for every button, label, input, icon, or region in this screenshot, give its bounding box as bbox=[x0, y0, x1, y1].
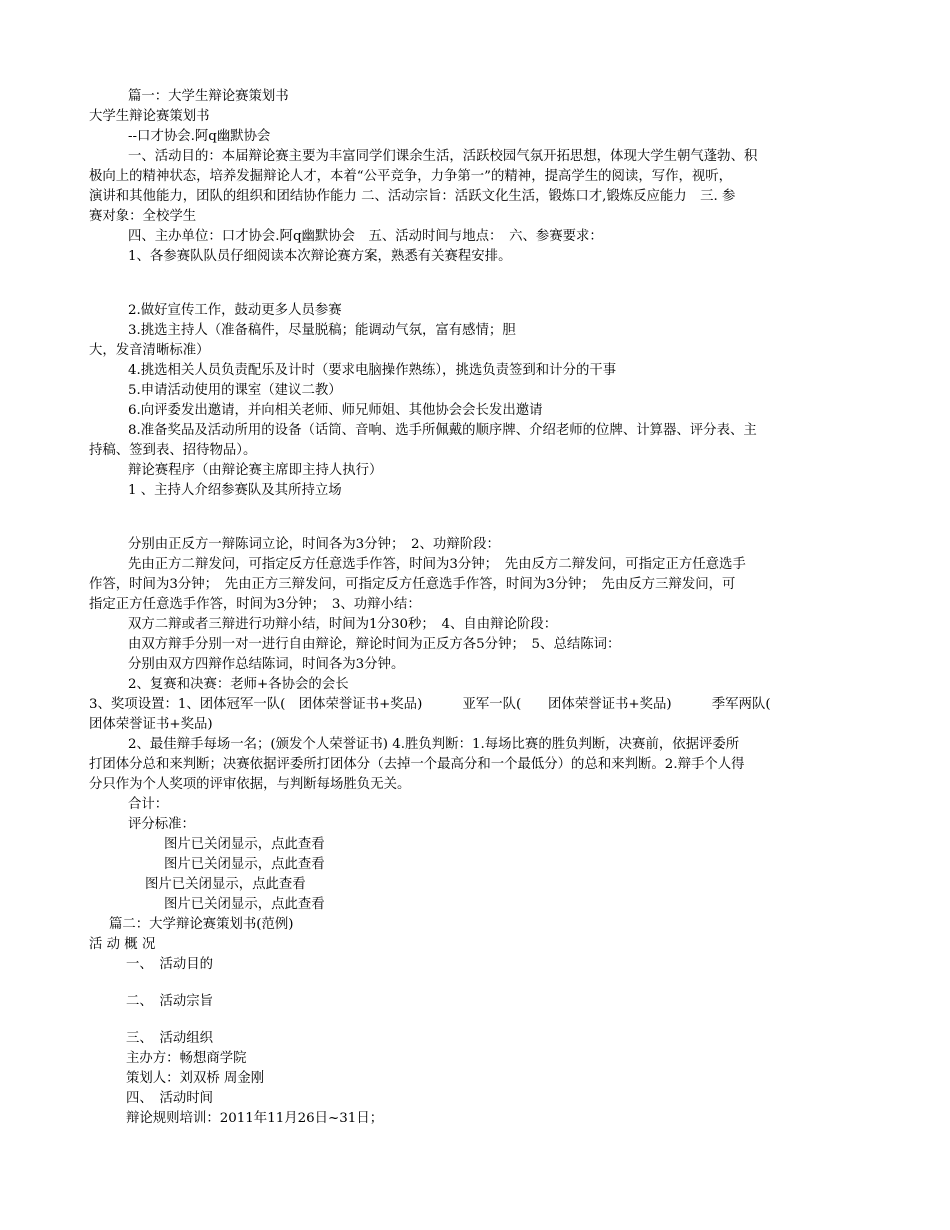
paragraph-line: 2、复赛和决赛：老师+各协会的会长 bbox=[128, 677, 349, 692]
total-label: 合计： bbox=[128, 797, 169, 812]
part-two-heading: 篇二：大学辩论赛策划书(范例) bbox=[109, 917, 294, 932]
requirement-item: 2.做好宣传工作，鼓动更多人员参赛 bbox=[128, 303, 342, 318]
paragraph-line: 分只作为个人奖项的评审依据，与判断每场胜负无关。 bbox=[89, 777, 411, 792]
paragraph-line: 2、最佳辩手每场一名；(颁发个人荣誉证书) 4.胜负判断：1.每场比赛的胜负判断，决赛前，依据评委所 bbox=[128, 737, 740, 752]
hidden-image-link[interactable]: 图片已关闭显示，点此查看 bbox=[164, 837, 325, 852]
paragraph-line: 双方二辩或者三辩进行功辩小结，时间为1分30秒； 4、自由辩论阶段： bbox=[128, 617, 558, 632]
paragraph-line: 演讲和其他能力，团队的组织和团结协作能力 二、活动宗旨：活跃文化生活，锻炼口才,锻炼反应能力 三. 参 bbox=[89, 189, 736, 204]
paragraph-line: 作答，时间为3分钟； 先由正方三辩发问，可指定反方任意选手作答，时间为3分钟； 先由反方三辩发问，可 bbox=[89, 577, 736, 592]
requirement-item: 8.准备奖品及活动所用的设备（话筒、音响、选手所佩戴的顺序牌、介绍老师的位牌、计算器、评分表、主 bbox=[128, 423, 757, 438]
requirement-item: 5.申请活动使用的课室（建议二教） bbox=[128, 383, 342, 398]
requirement-item-continued: 大，发音清晰标准） bbox=[89, 343, 210, 358]
paragraph-line: 打团体分总和来判断；决赛依据评委所打团体分（去掉一个最高分和一个最低分）的总和来判断。2.辩手个人得 bbox=[89, 757, 745, 772]
requirement-item: 6.向评委发出邀请，并向相关老师、师兄师姐、其他协会会长发出邀请 bbox=[128, 403, 543, 418]
procedure-heading: 辩论赛程序（由辩论赛主席即主持人执行） bbox=[128, 463, 383, 478]
procedure-item: 1 、主持人介绍参赛队及其所持立场 bbox=[128, 483, 342, 498]
awards-line: 3、奖项设置：1、团体冠军一队( 团体荣誉证书+奖品) 亚军一队( 团体荣誉证书+奖品) 季军两队( bbox=[89, 697, 771, 712]
host-line: 主办方：畅想商学院 bbox=[126, 1051, 247, 1066]
plan-title: 大学生辩论赛策划书 bbox=[89, 109, 210, 124]
hidden-image-link[interactable]: 图片已关闭显示，点此查看 bbox=[164, 897, 325, 912]
planner-line: 策划人：刘双桥 周金刚 bbox=[126, 1071, 265, 1086]
awards-line: 团体荣誉证书+奖品) bbox=[89, 717, 213, 732]
requirement-item: 1、各参赛队队员仔细阅读本次辩论赛方案，熟悉有关赛程安排。 bbox=[128, 249, 512, 264]
section-heading: 二、 活动宗旨 bbox=[126, 994, 214, 1009]
organizer-line: --口才协会.阿q幽默协会 bbox=[128, 129, 271, 144]
training-date-line: 辩论规则培训：2011年11月26日~31日； bbox=[126, 1111, 384, 1126]
part-one-heading: 篇一：大学生辩论赛策划书 bbox=[128, 89, 289, 104]
overview-heading: 活 动 概 况 bbox=[89, 937, 156, 952]
paragraph-line: 极向上的精神状态，培养发掘辩论人才，本着“公平竞争，力争第一”的精神，提高学生的阅读，写作，视听， bbox=[89, 169, 733, 184]
scoring-label: 评分标准： bbox=[128, 817, 195, 832]
paragraph-line: 四、主办单位：口才协会.阿q幽默协会 五、活动时间与地点： 六、参赛要求： bbox=[128, 229, 603, 244]
paragraph-line: 分别由正反方一辩陈词立论，时间各为3分钟； 2、功辩阶段： bbox=[128, 537, 500, 552]
hidden-image-link[interactable]: 图片已关闭显示，点此查看 bbox=[145, 877, 306, 892]
section-heading: 四、 活动时间 bbox=[126, 1091, 214, 1106]
paragraph-line: 一、活动目的：本届辩论赛主要为丰富同学们课余生活，活跃校园气氛开拓思想，体现大学生朝气蓬勃、积 bbox=[128, 149, 758, 164]
section-heading: 三、 活动组织 bbox=[126, 1031, 214, 1046]
requirement-item: 3.挑选主持人（准备稿件，尽量脱稿；能调动气氛，富有感情；胆 bbox=[128, 323, 516, 338]
paragraph-line: 分别由双方四辩作总结陈词，时间各为3分钟。 bbox=[128, 657, 405, 672]
requirement-item-continued: 持稿、签到表、招待物品）。 bbox=[89, 443, 257, 458]
paragraph-line: 由双方辩手分别一对一进行自由辩论，辩论时间为正反方各5分钟； 5、总结陈词： bbox=[128, 637, 621, 652]
hidden-image-link[interactable]: 图片已关闭显示，点此查看 bbox=[164, 857, 325, 872]
section-heading: 一、 活动目的 bbox=[126, 957, 214, 972]
paragraph-line: 指定正方任意选手作答，时间为3分钟； 3、功辩小结： bbox=[89, 597, 421, 612]
requirement-item: 4.挑选相关人员负责配乐及计时（要求电脑操作熟练），挑选负责签到和计分的干事 bbox=[128, 363, 617, 378]
paragraph-line: 赛对象：全校学生 bbox=[89, 209, 197, 224]
paragraph-line: 先由正方二辩发问，可指定反方任意选手作答，时间为3分钟； 先由反方二辩发问，可指定正方任意选手 bbox=[128, 557, 746, 572]
